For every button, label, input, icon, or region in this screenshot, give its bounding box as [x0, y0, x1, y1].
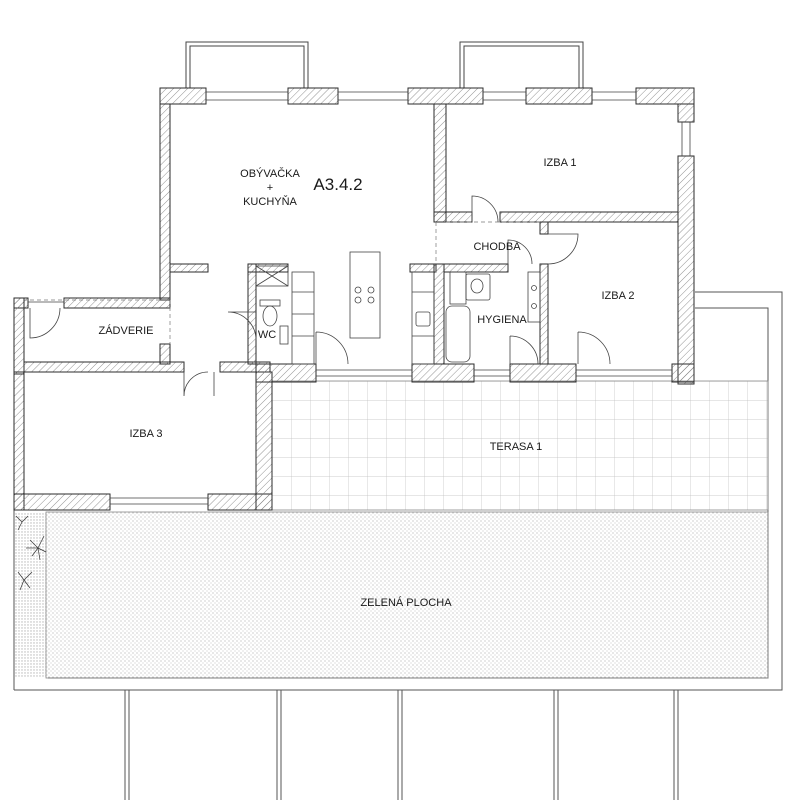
- label-corridor: CHODBA: [473, 241, 521, 253]
- label-living-line3: KUCHYŇA: [243, 196, 297, 208]
- unit-code: A3.4.2: [313, 175, 363, 194]
- planter-strip: [14, 512, 46, 678]
- label-room2: IZBA 2: [601, 290, 635, 302]
- label-room1: IZBA 1: [543, 157, 577, 169]
- label-green-area: ZELENÁ PLOCHA: [360, 597, 452, 609]
- label-wc: WC: [257, 329, 277, 341]
- label-terrace: TERASA 1: [489, 441, 543, 453]
- lower-facade-fins: [125, 690, 678, 800]
- label-living-line1: OBÝVAČKA: [240, 168, 300, 180]
- label-living-line2: +: [266, 182, 274, 194]
- green-area-fill: [46, 512, 768, 678]
- upper-balconies: [186, 42, 583, 88]
- label-entrance: ZÁDVERIE: [98, 325, 154, 337]
- label-bathroom: HYGIENA: [477, 314, 527, 326]
- label-room3: IZBA 3: [129, 428, 163, 440]
